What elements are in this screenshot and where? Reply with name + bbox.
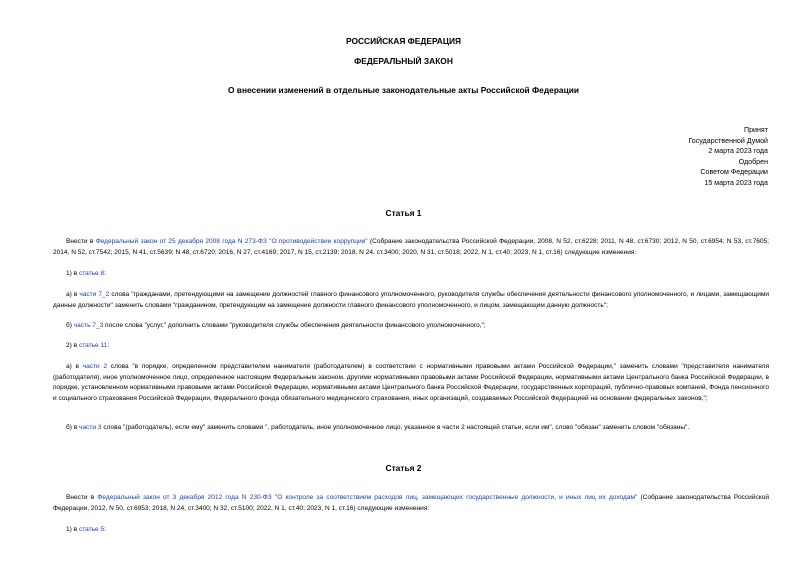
text-fragment: (Собрание законодательства Российской Федерации, 2012, N 50, ст.6953; 2018, N 24, ст.3400; N 32, ст.5100; 2022, N 1, ст.40; 2023, N 1, ст.16) следующие изменения:	[53, 494, 769, 512]
article-11-link[interactable]: статье 11	[78, 342, 108, 349]
adoption-block	[568, 125, 768, 189]
text-fragment: а) в	[66, 291, 80, 298]
article-2-item-1	[66, 525, 782, 536]
text-fragment: 2) в	[66, 342, 79, 349]
text-fragment: Внести в	[66, 494, 98, 501]
law-title: О внесении изменений в отдельные законодательные акты Российской Федерации	[227, 85, 580, 95]
article-1-item-2a	[53, 362, 769, 404]
adoption-line: Одобрен	[738, 157, 768, 166]
article-1-item-1a	[53, 290, 769, 311]
text-fragment: слова "в порядке, определенном представителем нанимателя (работодателем) в соответствии с нормативными правовыми актами Российской Федерации," заменить словами "представителя нанимателя (работодателя), иное уполномоченное лицо, определенное настоящим Федеральным законом, другими нормативными правовыми актами Российской Федерации, нормативными актами Центрального банка Российской Федерации, в порядке, установленном нормативными правовыми актами Российской Федерации, нормативными актами Центрального банка Российской Федерации, государственных корпораций, публично-правовых компаний, Фонда пенсионного и социального страхования Российской Федерации, Федерального фонда обязательного медицинского страхования, иных организаций, создаваемых Российской Федерацией на основании федеральных законов,";	[53, 363, 769, 402]
article-1-item-1	[66, 269, 782, 280]
part-3-link[interactable]: части 3	[79, 424, 102, 431]
text-fragment: :	[107, 342, 110, 349]
article-1-heading: Статья 1	[385, 208, 422, 218]
text-fragment: Внести в	[66, 238, 96, 245]
article-1-item-2b	[66, 423, 782, 434]
text-fragment: (Собрание законодательства Российской Федерации, 2008, N 52, ст.6228; 2011, N 48, ст.6730; 2012, N 50, ст.6954; N 53, ст.7605; 2014, N 52, ст.7542; 2015, N 41, ст.5639; N 48, ст.6720; 2016, N 27, ст.4169; 2017, N 15, ст.2139; 2018, N 24, ст.3400; 2020, N 31, ст.5018; 2022, N 1, ст.40; 2023, N 1, ст.16) следующие изменения:	[53, 238, 769, 256]
text-fragment: 1) в	[66, 526, 79, 533]
article-5-link[interactable]: статье 5	[78, 526, 105, 533]
article-8-link[interactable]: статье 8	[78, 270, 105, 277]
adoption-line: Советом Федерации	[700, 168, 768, 177]
text-fragment: :	[104, 526, 106, 533]
text-fragment: а) в	[66, 363, 83, 370]
adoption-line: 2 марта 2023 года	[708, 147, 768, 156]
adoption-line: Принят	[743, 126, 768, 134]
article-2-heading: Статья 2	[385, 463, 422, 473]
part-2-link[interactable]: части 2	[82, 363, 108, 370]
part-7-3-link[interactable]: часть 7_3	[73, 322, 104, 329]
law-273-fz-link[interactable]: Федеральный закон от 25 декабря 2008 года N 273-ФЗ "О противодействии коррупции"	[95, 238, 368, 245]
text-fragment: слова "(работодатель), если ему" заменить словами ", работодатель, иное уполномоченное лицо, указанное в части 2 настоящей статьи, если им", слово "обязан" заменить словом "обязаны".	[101, 424, 690, 431]
text-fragment: 1) в	[66, 270, 79, 277]
law-type-heading: ФЕДЕРАЛЬНЫЙ ЗАКОН	[354, 56, 453, 66]
text-fragment: после слова "услуг," дополнить словами "руководителя службы обеспечения деятельности финансового уполномоченного,";	[103, 322, 486, 329]
country-heading: РОССИЙСКАЯ ФЕДЕРАЦИЯ	[345, 36, 462, 46]
text-fragment: б)	[66, 322, 74, 329]
adoption-line: Государственной Думой	[688, 136, 768, 145]
article-1-item-1b	[66, 321, 782, 332]
article-1-item-2	[66, 341, 782, 352]
text-fragment: :	[104, 270, 106, 277]
text-fragment: слова "гражданами, претендующими на замещение должностей главного финансового уполномоченного, руководителя службы обеспечения деятельности финансового уполномоченного, и лицами, замещающими данные должности" заменить словами "гражданином, претендующим на замещение должности главного финансового уполномоченного, и лицом, замещающим данную должность";	[53, 291, 770, 309]
article-1-intro	[53, 237, 769, 258]
law-230-fz-link[interactable]: Федеральный закон от 3 декабря 2012 года N 230-ФЗ "О контроле за соответствием расходов лиц, замещающих государственные должности, и иных лиц их доходам"	[97, 494, 638, 501]
text-fragment: б) в	[66, 424, 80, 431]
article-2-intro	[53, 493, 769, 514]
adoption-line: 15 марта 2023 года	[704, 178, 768, 187]
part-7-2-link[interactable]: части 7_2	[79, 291, 110, 298]
